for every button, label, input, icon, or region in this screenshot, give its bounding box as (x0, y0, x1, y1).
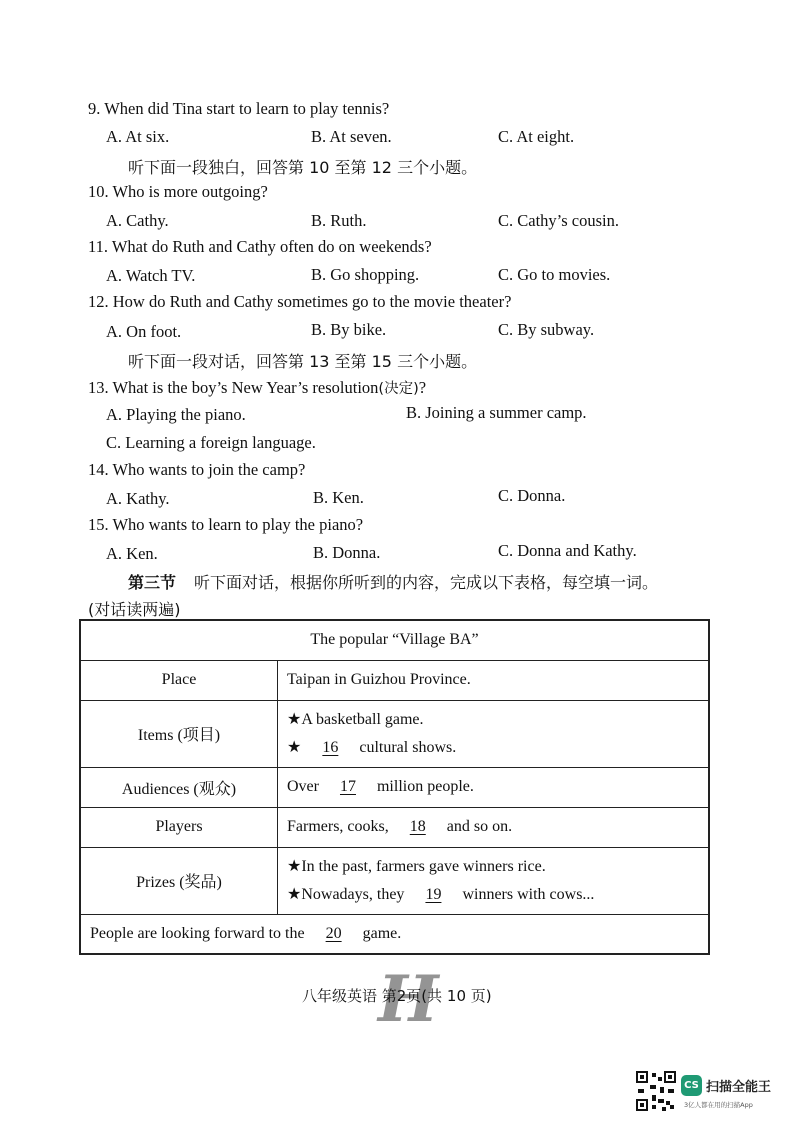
question-13-stem-cn: (决定) (378, 381, 419, 397)
question-10-stem: 10. Who is more outgoing? (88, 182, 268, 201)
question-12-option-a: A. On foot. (106, 322, 182, 341)
players-label: Players (80, 807, 278, 847)
blank-16: 16 (322, 738, 339, 756)
question-9-stem: 9. When did Tina start to learn to play tennis? (88, 99, 390, 118)
scanner-app-name: 扫描全能王 (706, 1080, 772, 1095)
page-footer: 八年级英语 第2页(共 10 页) (302, 987, 492, 1005)
question-9-option-a: A. At six. (106, 127, 170, 146)
star-icon: ★ (287, 738, 302, 756)
question-12-stem: 12. How do Ruth and Cathy sometimes go to the movie theater? (88, 292, 512, 311)
items-line-1: ★A basketball game. (287, 710, 424, 728)
section-3-text: 听下面对话，根据你所听到的内容，完成以下表格，每空填一词。 (194, 573, 659, 592)
monologue-instruction: 听下面一段独白，回答第 10 至第 12 三个小题。 (128, 158, 478, 177)
question-10-option-c: C. Cathy’s cousin. (498, 211, 620, 230)
question-13-option-c: C. Learning a foreign language. (106, 433, 316, 452)
camscanner-logo: CS (681, 1075, 702, 1096)
players-value (278, 807, 710, 847)
question-10-option-a: A. Cathy. (106, 211, 169, 230)
dialogue-instruction: 听下面一段对话，回答第 13 至第 15 三个小题。 (128, 352, 478, 371)
question-14-option-c: C. Donna. (498, 486, 566, 505)
question-14-stem: 14. Who wants to join the camp? (88, 460, 306, 479)
players-post: and so on. (446, 818, 513, 835)
prizes-value (278, 847, 710, 914)
place-label: Place (80, 660, 278, 700)
footer-pre: People are looking forward to the (90, 924, 305, 942)
question-13-stem-qmark: ? (418, 378, 427, 397)
prizes-line-1: ★In the past, farmers gave winners rice. (287, 857, 546, 875)
question-13-stem (88, 377, 426, 398)
question-9-option-b: B. At seven. (311, 127, 392, 146)
blank-19: 19 (425, 885, 442, 903)
qr-code-icon (636, 1071, 676, 1111)
items-line-2 (287, 734, 708, 762)
scanner-tagline: 3亿人都在用的扫描App (684, 1101, 753, 1109)
question-11-option-c: C. Go to movies. (498, 265, 611, 284)
items-label: Items (项目) (80, 700, 278, 767)
audiences-post: million people. (376, 778, 474, 795)
question-11-stem: 11. What do Ruth and Cathy often do on weekends? (88, 237, 432, 256)
table-title: The popular “Village BA” (80, 620, 709, 660)
audiences-pre: Over (287, 778, 319, 795)
question-15-option-a: A. Ken. (106, 544, 158, 563)
section-3-heading: 第三节 (128, 573, 177, 592)
question-12-option-b: B. By bike. (311, 320, 387, 339)
question-9-option-c: C. At eight. (498, 127, 575, 146)
question-11-option-a: A. Watch TV. (106, 266, 196, 285)
question-14-option-b: B. Ken. (313, 488, 364, 507)
section-3-note: (对话读两遍) (88, 600, 181, 619)
watermark-logo: H (378, 962, 425, 1037)
question-13-option-a: A. Playing the piano. (106, 405, 246, 424)
question-14-option-a: A. Kathy. (106, 489, 170, 508)
question-15-option-b: B. Donna. (313, 543, 381, 562)
blank-20: 20 (325, 924, 342, 942)
question-15-stem: 15. Who wants to learn to play the piano? (88, 515, 364, 534)
place-value: Taipan in Guizhou Province. (278, 660, 710, 700)
items-value (278, 700, 710, 767)
question-13-stem-text: 13. What is the boy’s New Year’s resolution (88, 378, 379, 397)
prizes-line-2-post: winners with cows... (462, 885, 595, 903)
table-footer-row (80, 914, 709, 954)
question-11-option-b: B. Go shopping. (311, 265, 420, 284)
players-pre: Farmers, cooks, (287, 818, 389, 835)
prizes-line-2-pre: ★Nowadays, they (287, 885, 405, 903)
items-line-2-text: cultural shows. (359, 738, 457, 756)
prizes-line-2 (287, 881, 708, 909)
village-ba-table (79, 619, 710, 955)
blank-18: 18 (409, 818, 426, 835)
section-3-instruction (128, 570, 658, 593)
audiences-label: Audiences (观众) (80, 767, 278, 807)
prizes-label: Prizes (奖品) (80, 847, 278, 914)
question-15-option-c: C. Donna and Kathy. (498, 541, 637, 560)
footer-post: game. (362, 924, 402, 942)
question-10-option-b: B. Ruth. (311, 211, 367, 230)
question-13-option-b: B. Joining a summer camp. (406, 403, 587, 422)
question-12-option-c: C. By subway. (498, 320, 595, 339)
audiences-value (278, 767, 710, 807)
blank-17: 17 (339, 778, 356, 795)
